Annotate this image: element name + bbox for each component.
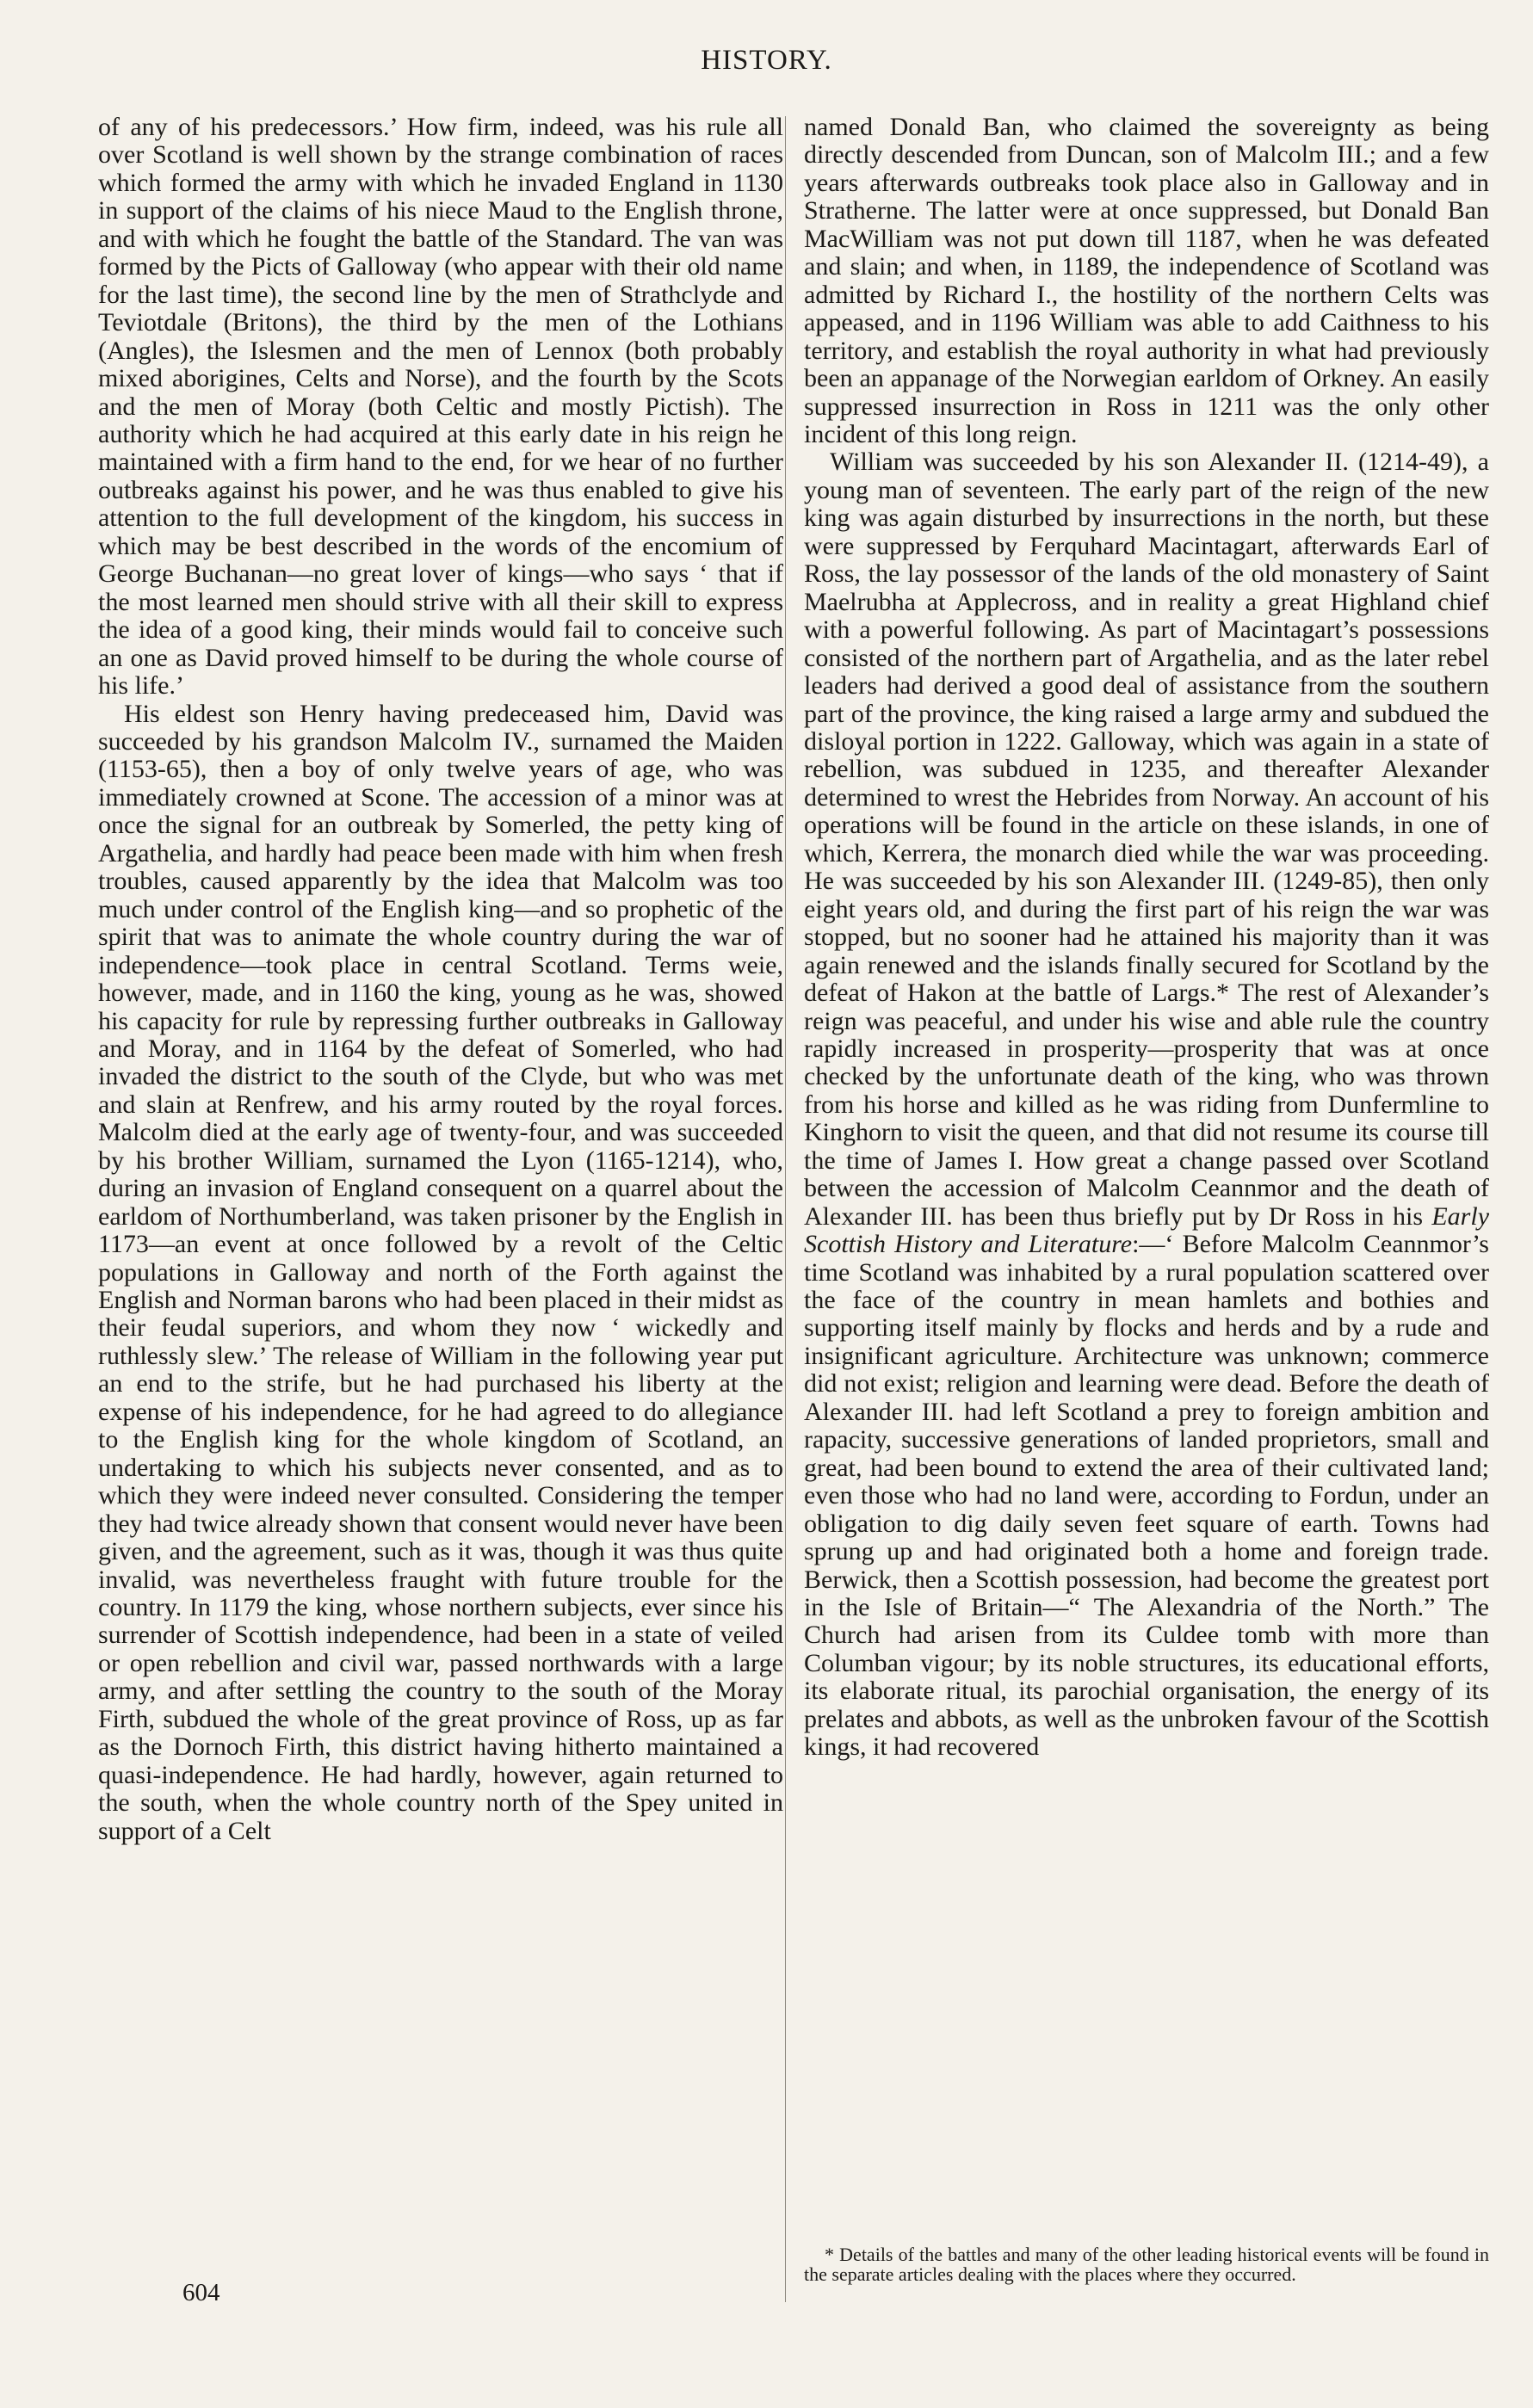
footnote: * Details of the battles and many of the other leading historical events will be found in the separate articles dealing with the places where they occurred. [804,2244,1489,2285]
paragraph-text: William was succeeded by his son Alexander II. (1214-49), a young man of seventeen. The early part of the reign of the new king was again disturbed by insurrections in the north, but these were suppressed by Ferquhard Macintagart, afterwards Earl of Ross, the lay possessor of the lands of the old monastery of Saint Maelrubha at Applecross, and in reality a great Highland chief with a powerful following. As part of Macintagart’s possessions consisted of the northern part of Argathelia, and as the later rebel leaders had derived a good deal of assistance from the southern part of the province, the king raised a large army and subdued the disloyal portion in 1222. Galloway, which was again in a state of rebellion, was subdued in 1235, and thereafter Alexander determined to wrest the Hebrides from Norway. An account of his operations will be found in the article on these islands, in one of which, Kerrera, the monarch died while the war was proceeding. He was succeeded by his son Alexander III. (1249-85), then only eight years old, and during the first part of his reign the war was stopped, but no sooner had he attained his majority than it was again renewed and the islands finally secured for Scotland by the defeat of Hakon at the battle of Largs.* The rest of Alexander’s reign was peaceful, and under his wise and able rule the country rapidly increased in prosperity—prosperity that was at once checked by the unfortunate death of the king, who was thrown from his horse and killed as he was riding from Dunfermline to Kinghorn to visit the queen, and that did not resume its course till the time of James I. How great a change passed over Scotland between the accession of Malcolm Ceannmor and the death of Alexander III. has been thus briefly put by Dr Ross in his [804,448,1489,1231]
page-number: 604 [182,2279,220,2306]
left-column [98,114,783,1845]
paragraph: of any of his predecessors.’ How firm, indeed, was his rule all over Scotland is well shown by the strange combination of races which formed the army with which he invaded England in 1130 in support of the claims of his niece Maud to the English throne, and with which he fought the battle of the Standard. The van was formed by the Picts of Galloway (who appear with their old name for the last time), the second line by the men of Strathclyde and Teviotdale (Britons), the third by the men of the Lothians (Angles), the Islesmen and the men of Lennox (both probably mixed aborigines, Celts and Norse), and the fourth by the Scots and the men of Moray (both Celtic and mostly Pictish). The authority which he had acquired at this early date in his reign he maintained with a firm hand to the end, for we hear of no further outbreaks against his power, and he was thus enabled to give his attention to the full development of the kingdom, his success in which may be best described in the words of the encomium of George Buchanan—no great lover of kings—who says ‘ that if the most learned men should strive with all their skill to express the idea of a good king, their minds would fail to conceive such an one as David proved himself to be during the whole course of his life.’ [98,113,783,701]
paragraph [804,448,1489,1761]
paragraph-text: :—‘ Before Malcolm Ceannmor’s time Scotland was inhabited by a rural population scattered over the face of the country in mean hamlets and bothies and supporting itself mainly by flocks and herds and by a rude and insignificant agriculture. Architecture was unknown; commerce did not exist; religion and learning were dead. Before the death of Alexander III. had left Scotland a prey to foreign ambition and rapacity, successive generations of landed proprietors, small and great, had been bound to extend the area of their cultivated land; even those who had no land were, according to Fordun, under an obligation to dig daily seven feet square of earth. Towns had sprung up and had originated both a home and foreign trade. Berwick, then a Scottish possession, had become the greatest port in the Isle of Britain—“ The Alexandria of the North.” The Church had arisen from its Culdee tomb with more than Columban vigour; by its noble structures, its educational efforts, its elaborate ritual, its parochial organisation, the energy of its prelates and abbots, as well as the unbroken favour of the Scottish kings, it had recovered [804,1230,1489,1762]
book-title: Early Scottish History and Literature [804,1201,1490,1259]
paragraph: named Donald Ban, who claimed the sovereignty as being directly descended from Duncan, son of Malcolm III.; and a few years afterwards outbreaks took place also in Galloway and in Stratherne. The latter were at once suppressed, but Donald Ban MacWilliam was not put down till 1187, when he was defeated and slain; and when, in 1189, the independence of Scotland was admitted by Richard I., the hostility of the northern Celts was appeased, and in 1196 William was able to add Caithness to his territory, and establish the royal authority in what had previously been an appanage of the Norwegian earldom of Orkney. An easily suppressed insurrection in Ross in 1211 was the only other incident of this long reign. [804,113,1489,448]
column-divider [785,116,786,2302]
paragraph: His eldest son Henry having predeceased him, David was succeeded by his grandson Malcolm IV., surnamed the Maiden (1153-65), then a boy of only twelve years of age, who was immediately crowned at Scone. The accession of a minor was at once the signal for an outbreak by Somerled, the petty king of Argathelia, and hardly had peace been made with him when fresh troubles, caused apparently by the idea that Malcolm was too much under control of the English king—and so prophetic of the spirit that was to animate the whole country during the war of independence—took place in central Scotland. Terms weie, however, made, and in 1160 the king, young as he was, showed his capacity for rule by repressing further outbreaks in Galloway and Moray, and in 1164 by the defeat of Somerled, who had invaded the district to the south of the Clyde, but who was met and slain at Renfrew, and his army routed by the royal forces. Malcolm died at the early age of twenty-four, and was succeeded by his brother William, surnamed the Lyon (1165-1214), who, during an invasion of England consequent on a quarrel about the earldom of Northumberland, was taken prisoner by the English in 1173—an event at once followed by a revolt of the Celtic populations in Galloway and north of the Forth against the English and Norman barons who had been placed in their midst as their feudal superiors, and whom they now ‘ wickedly and ruthlessly slew.’ The release of William in the following year put an end to the strife, but he had purchased his liberty at the expense of his independence, for he had agreed to do allegiance to the English king for the whole kingdom of Scotland, an undertaking to which his subjects never consented, and as to which they were indeed never consulted. Considering the temper they had twice already shown that consent would never have been given, and the agreement, such as it was, though it was thus quite invalid, was nevertheless fraught with future trouble for the country. In 1179 the king, whose northern subjects, ever since his surrender of Scottish independence, had been in a state of veiled or open rebellion and civil war, passed northwards with a large army, and after settling the country to the south of the Moray Firth, subdued the whole of the great province of Ross, up as far as the Dornoch Firth, this district having hitherto maintained a quasi-independence. He had hardly, however, again returned to the south, when the whole country north of the Spey united in support of a Celt [98,699,783,1845]
right-column [804,114,1489,1762]
running-header: HISTORY. [701,45,832,76]
